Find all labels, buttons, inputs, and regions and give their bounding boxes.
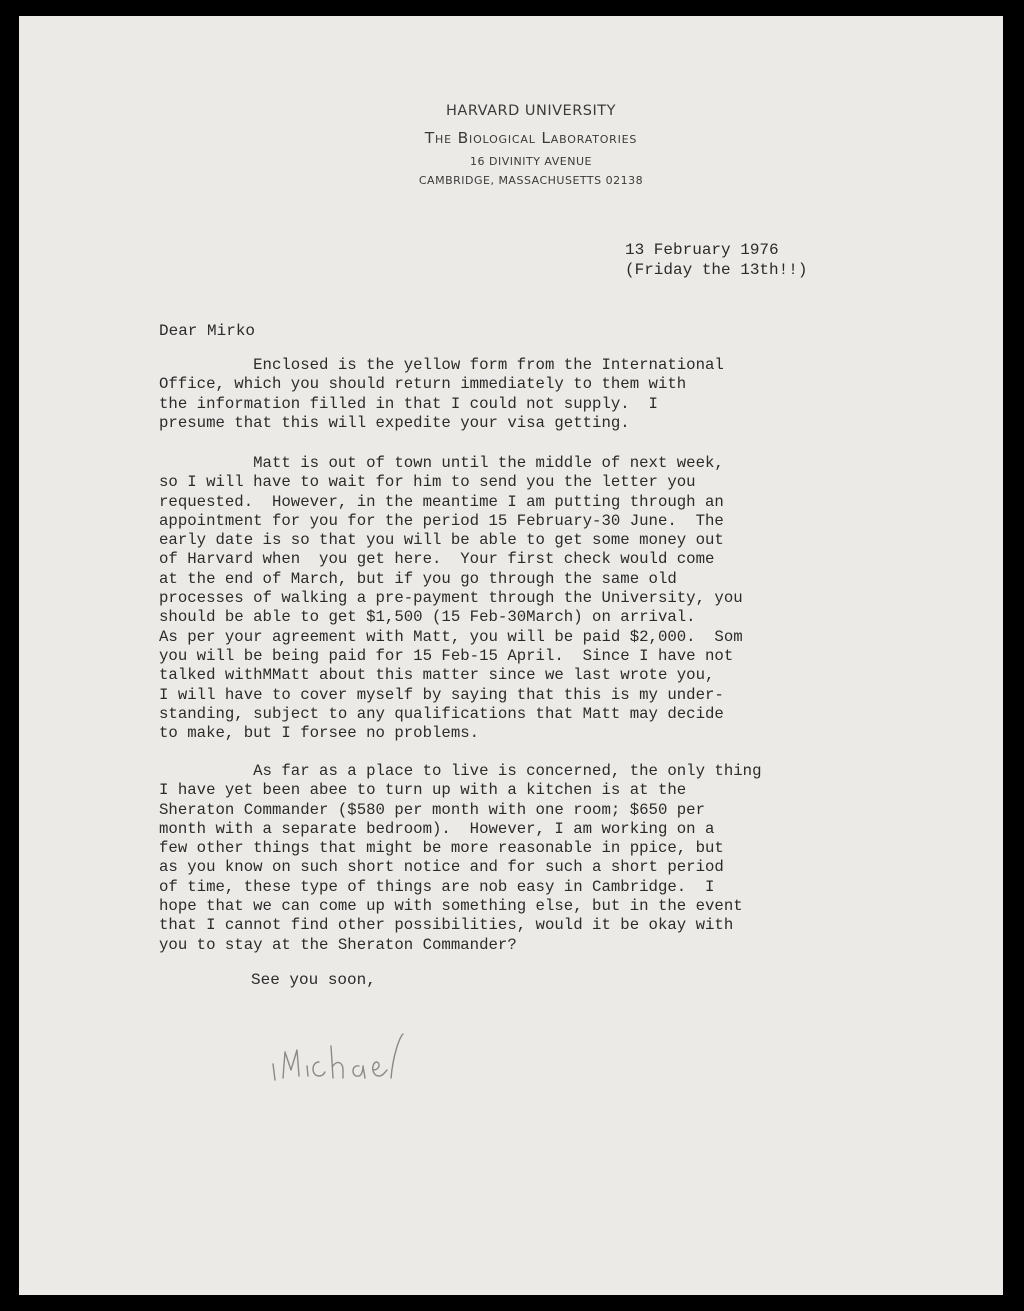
letterhead-university: HARVARD UNIVERSITY (446, 103, 616, 119)
text-line: processes of walking a pre-payment through the University, you (159, 589, 743, 608)
text-line: as you know on such short notice and for such a short period (159, 858, 724, 877)
text-line: the information filled in that I could not supply. I (159, 394, 658, 413)
letterhead-street: 16 DIVINITY AVENUE (470, 155, 592, 168)
text-line: As far as a place to live is concerned, the only thing (159, 762, 762, 780)
salutation: Dear Mirko (159, 322, 256, 340)
text-line: I will have to cover myself by saying that this is my under- (159, 685, 724, 704)
text-line: early date is so that you will be able to get some money out (159, 531, 724, 550)
text-line: of time, these type of things are nob easy in Cambridge. I (159, 877, 715, 896)
text-line: you will be being paid for 15 Feb-15 April. Since I have not (159, 646, 734, 665)
text-line: Enclosed is the yellow form from the International (159, 356, 724, 374)
letterhead-department: The Biological Laboratories (424, 129, 638, 147)
text-line: hope that we can come up with something else, but in the event (159, 897, 743, 916)
letter-date: 13 February 1976 (625, 241, 779, 259)
paragraph-visa-form (159, 356, 724, 433)
text-line: As per your agreement with Matt, you will be paid $2,000. Som (159, 627, 743, 646)
text-line: few other things that might be more reasonable in ppice, but (159, 839, 724, 858)
text-line: appointment for you for the period 15 February-30 June. The (159, 511, 724, 530)
text-line: you to stay at the Sheraton Commander? (159, 935, 517, 954)
text-line: Sheraton Commander ($580 per month with one room; $650 per (159, 800, 706, 819)
text-line: requested. However, in the meantime I am putting through an (159, 492, 724, 511)
text-line: that I cannot find other possibilities, would it be okay with (159, 916, 734, 935)
letter-page (19, 16, 1003, 1295)
paragraph-appointment (159, 454, 743, 743)
text-line: to make, but I forsee no problems. (159, 724, 480, 743)
text-line: should be able to get $1,500 (15 Feb-30March) on arrival. (159, 608, 696, 627)
text-line: presume that this will expedite your visa getting. (159, 413, 630, 432)
paragraph-housing (159, 762, 762, 955)
text-line: month with a separate bedroom). However, I am working on a (159, 819, 715, 838)
closing: See you soon, (251, 971, 376, 989)
letterhead-city: CAMBRIDGE, MASSACHUSETTS 02138 (418, 174, 644, 187)
text-line: I have yet been abee to turn up with a kitchen is at the (159, 781, 687, 800)
text-line: Office, which you should return immediately to them with (159, 375, 687, 394)
text-line: so I will have to wait for him to send you the letter you (159, 473, 696, 492)
letter-date-note: (Friday the 13th!!) (625, 261, 808, 279)
text-line: of Harvard when you get here. Your first check would come (159, 550, 715, 569)
handwritten-signature (267, 1006, 447, 1096)
text-line: Matt is out of town until the middle of next week, (159, 454, 724, 472)
text-line: at the end of March, but if you go through the same old (159, 569, 677, 588)
text-line: talked withMMatt about this matter since we last wrote you, (159, 666, 715, 685)
text-line: standing, subject to any qualifications that Matt may decide (159, 704, 724, 723)
